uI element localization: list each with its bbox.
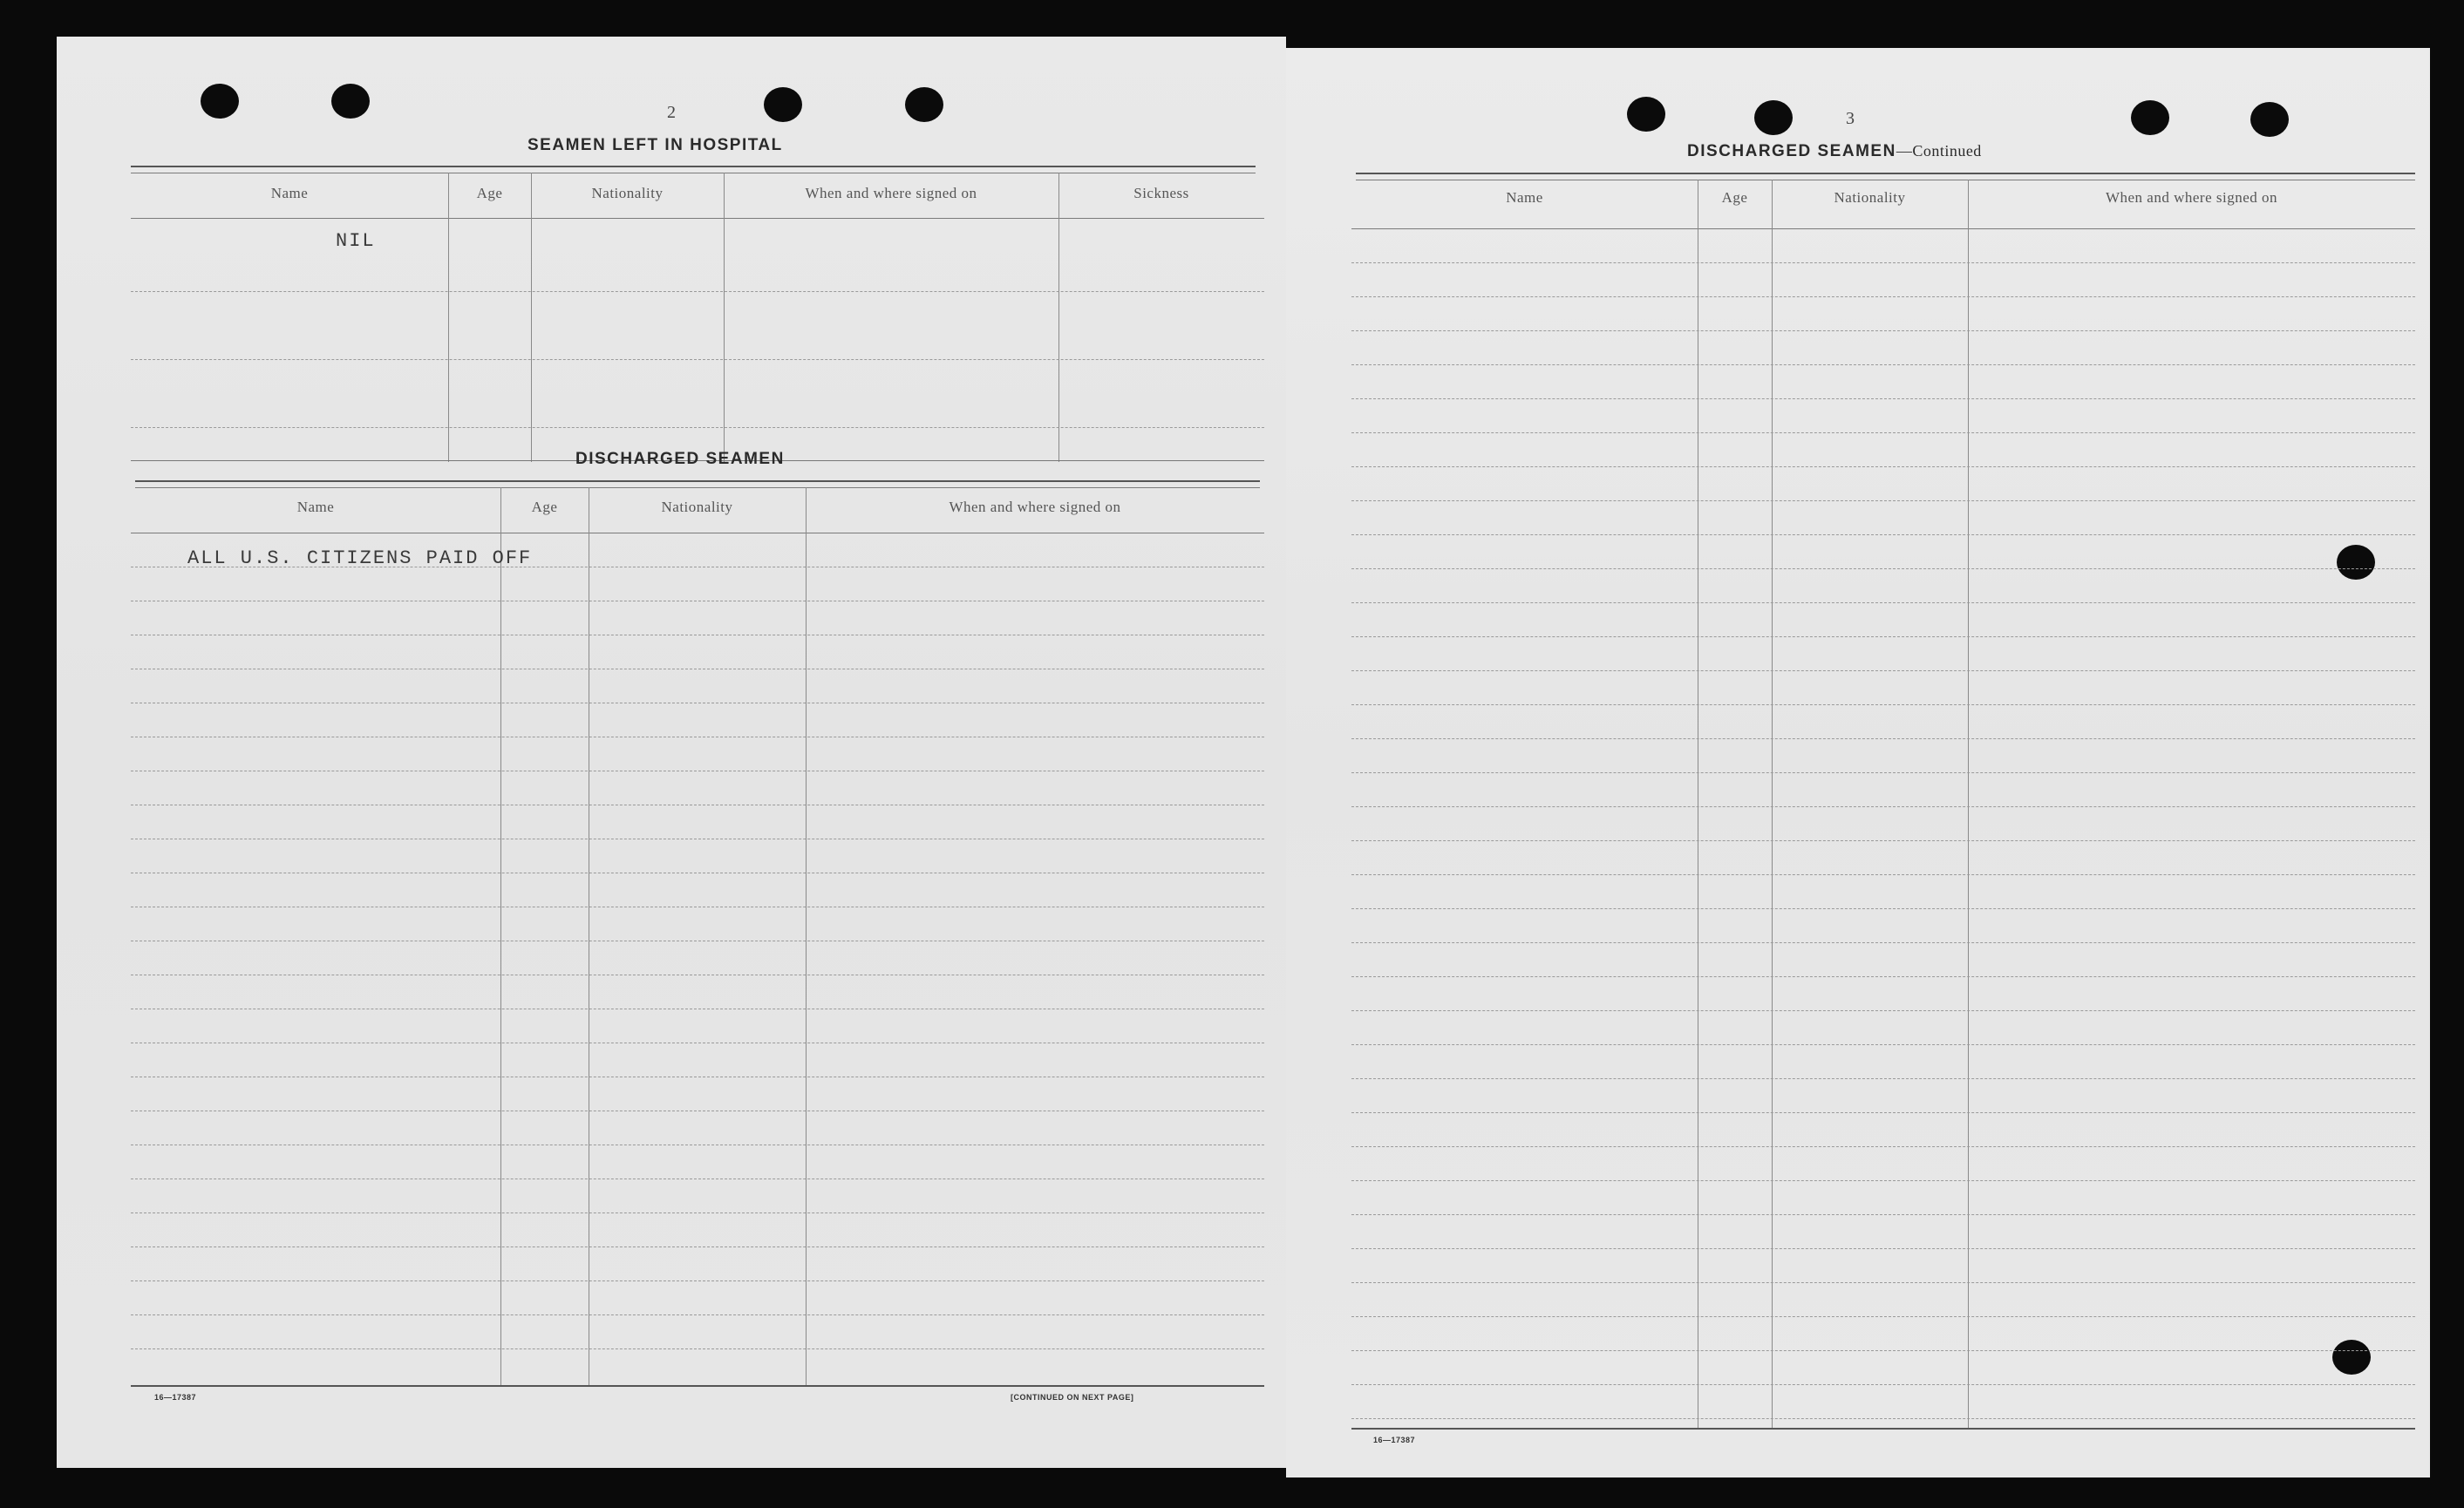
row-rule <box>1351 942 2415 943</box>
row-rule <box>1351 1350 2415 1351</box>
row-rule <box>1351 1214 2415 1215</box>
punch-hole <box>201 84 239 119</box>
column-header-age: Age <box>531 499 558 515</box>
discharged-section-title: DISCHARGED SEAMEN <box>575 450 785 468</box>
row-rule <box>1351 840 2415 841</box>
row-rule <box>1351 1010 2415 1011</box>
page-number: 2 <box>667 103 676 122</box>
row-rule <box>1351 772 2415 773</box>
row-rule <box>1351 1282 2415 1283</box>
punch-hole <box>331 84 370 119</box>
row-rule <box>131 359 1264 360</box>
punch-hole <box>2131 100 2169 135</box>
row-rule <box>131 427 1264 428</box>
page-number: 3 <box>1846 109 1855 128</box>
row-rule <box>1351 738 2415 739</box>
table-bottom-rule <box>1351 1428 2415 1430</box>
form-number: 16—17387 <box>154 1393 197 1402</box>
row-rule <box>1351 330 2415 331</box>
discharged-continued-rows <box>1351 228 2415 1428</box>
row-rule <box>1351 976 2415 977</box>
hospital-section-title: SEAMEN LEFT IN HOSPITAL <box>528 136 783 154</box>
discharged-rows <box>131 533 1264 1385</box>
hospital-entry-name: NIL <box>336 230 376 252</box>
row-rule <box>1351 1078 2415 1079</box>
hospital-rows <box>131 218 1264 462</box>
table-top-rule <box>135 480 1260 482</box>
row-rule <box>1351 500 2415 501</box>
form-number: 16—17387 <box>1373 1436 1416 1444</box>
row-rule <box>131 1280 1264 1281</box>
discharged-entry-name: ALL U.S. CITIZENS PAID OFF <box>187 547 533 569</box>
row-rule <box>1351 806 2415 807</box>
row-rule <box>1351 704 2415 705</box>
row-rule <box>1351 432 2415 433</box>
punch-hole <box>1754 100 1793 135</box>
column-header-name: Name <box>1506 189 1543 206</box>
punch-hole <box>764 87 802 122</box>
column-header-when-where: When and where signed on <box>949 499 1121 515</box>
column-header-name: Name <box>296 499 335 515</box>
row-rule <box>1351 1418 2415 1419</box>
table-top-rule <box>1356 173 2415 174</box>
row-rule <box>1351 466 2415 467</box>
row-rule <box>1351 636 2415 637</box>
row-rule <box>131 1246 1264 1247</box>
punch-hole <box>1627 97 1665 132</box>
row-rule <box>131 1314 1264 1315</box>
row-rule <box>1351 1180 2415 1181</box>
punch-hole <box>905 87 943 122</box>
row-rule <box>1351 398 2415 399</box>
column-header-when-where: When and where signed on <box>805 185 977 201</box>
table-bottom-rule <box>131 1385 1264 1387</box>
table-top-rule <box>131 166 1256 167</box>
column-header-name: Name <box>270 185 309 201</box>
column-header-nationality: Nationality <box>661 499 733 515</box>
row-rule <box>1351 364 2415 365</box>
row-rule <box>1351 296 2415 297</box>
row-rule <box>1351 602 2415 603</box>
row-rule <box>1351 1146 2415 1147</box>
row-rule <box>1351 1316 2415 1317</box>
punch-hole <box>2250 102 2289 137</box>
row-rule <box>1351 670 2415 671</box>
column-header-nationality: Nationality <box>1834 189 1906 206</box>
continued-note: [CONTINUED ON NEXT PAGE] <box>1011 1393 1134 1402</box>
table-top-rule <box>135 487 1260 488</box>
row-rule <box>1351 874 2415 875</box>
row-rule <box>131 1348 1264 1349</box>
column-header-sickness: Sickness <box>1133 185 1189 201</box>
row-rule <box>1351 262 2415 263</box>
row-rule <box>1351 534 2415 535</box>
column-header-age: Age <box>476 185 503 201</box>
row-rule <box>131 291 1264 292</box>
row-rule <box>1351 1248 2415 1249</box>
discharged-continued-title: DISCHARGED SEAMEN—Continued <box>1687 142 1982 160</box>
column-header-age: Age <box>1721 189 1748 206</box>
column-header-when-where: When and where signed on <box>2105 189 2278 206</box>
row-rule <box>1351 1384 2415 1385</box>
row-rule <box>1351 1112 2415 1113</box>
row-rule <box>1351 1044 2415 1045</box>
column-header-nationality: Nationality <box>591 185 664 201</box>
row-rule <box>1351 568 2415 569</box>
left-page <box>57 37 1286 1468</box>
right-page <box>1286 48 2430 1477</box>
row-rule <box>1351 908 2415 909</box>
